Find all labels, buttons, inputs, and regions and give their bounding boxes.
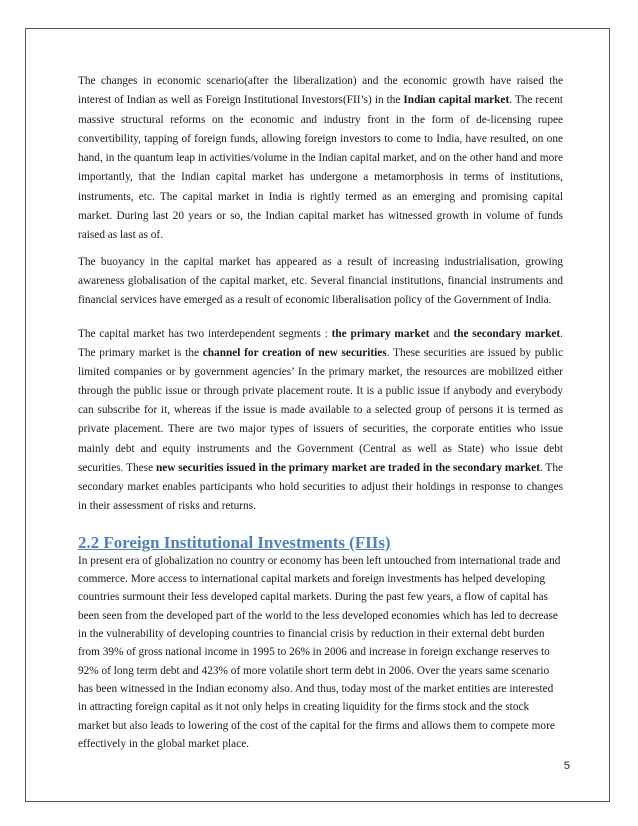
text-run: The buoyancy in the capital market has appeared as a result of increasing industrialisation, growing awareness globalisation of the capital market, etc. Several financial institutions, financial instruments and financial services have emerged as a result of economic liberalisation policy of the Government of India. — [78, 255, 563, 306]
text-run: and — [429, 327, 454, 340]
paragraph-fii-overview: In present era of globalization no country or economy has been left untouched from international trade and commerce. More access to international capital markets and foreign investments has helped developing countries surmount their less developed capital markets. During the past few years, a flow of capital has been seen from the developed part of the world to the less developed economies which has led to decrease in the vulnerability of developing countries to financial crisis by reduction in their external debt burden from 39% of gross national income in 1995 to 26% in 2006 and increase in foreign exchange reserves to 92% of long term debt and 423% of more volatile short term debt in 2006. Over the years same scenario has been witnessed in the Indian economy also. And thus, today most of the market entities are interested in attracting foreign capital as it not only helps in creating liquidity for the firms stock and the stock market but also leads to lowering of the cost of the capital for the firms and allows them to compete more effectively in the global market place. — [78, 554, 561, 750]
text-run: . The recent massive structural reforms on the economic and industry front in the form of de-licensing rupee convertibility, tapping of foreign funds, allowing foreign investors to come to India, have resulted, on one hand, in the quantum leap in activities/volume in the Indian capital market, and on the other hand and more importantly, that the Indian capital market has undergone a metamorphosis in terms of institutions, instruments, etc. The capital market in India is rightly termed as an emerging and promising capital market. During last 20 years or so, the Indian capital market has witnessed growth in volume of funds raised as last as of. — [78, 94, 563, 242]
paragraph-market-segments — [78, 325, 563, 516]
bold-run: new securities issued in the primary market are traded in the secondary market — [155, 461, 540, 474]
text-run: . The primary market is the — [78, 327, 563, 360]
bold-run: channel for creation of new securities — [202, 347, 387, 360]
document-body — [78, 72, 563, 753]
bold-run: Indian capital market — [403, 94, 510, 107]
bold-run: the secondary market — [453, 327, 561, 340]
text-run: . These securities are issued by public limited companies or by government agencies’ In the primary market, the resources are mobilized either through the public issue or through private placement route. It is a public issue if anybody and everybody can subscribe for it, whereas if the issue is made available to a selected group of persons it is termed as private placement. There are two major types of issuers of securities, the corporate entities who issue mainly debt and equity instruments and the Government (Central as well as State) who issue debt securities. These — [78, 347, 563, 474]
section-heading: 2.2 Foreign Institutional Investments (FIIs) — [78, 532, 391, 552]
paragraph-capital-market-growth — [78, 72, 563, 246]
text-run: The capital market has two interdependent segments : — [78, 327, 332, 340]
text-run: . The secondary market enables participants who hold securities to adjust their holdings in response to changes in their assessment of risks and returns. — [78, 461, 563, 512]
bold-run: the primary market — [331, 327, 430, 340]
page-number: 5 — [563, 760, 570, 772]
text-run: The changes in economic scenario(after the liberalization) and the economic growth have raised the interest of Indian as well as Foreign Institutional Investors(FII’s) in the — [78, 75, 563, 107]
paragraph-buoyancy — [78, 253, 563, 310]
